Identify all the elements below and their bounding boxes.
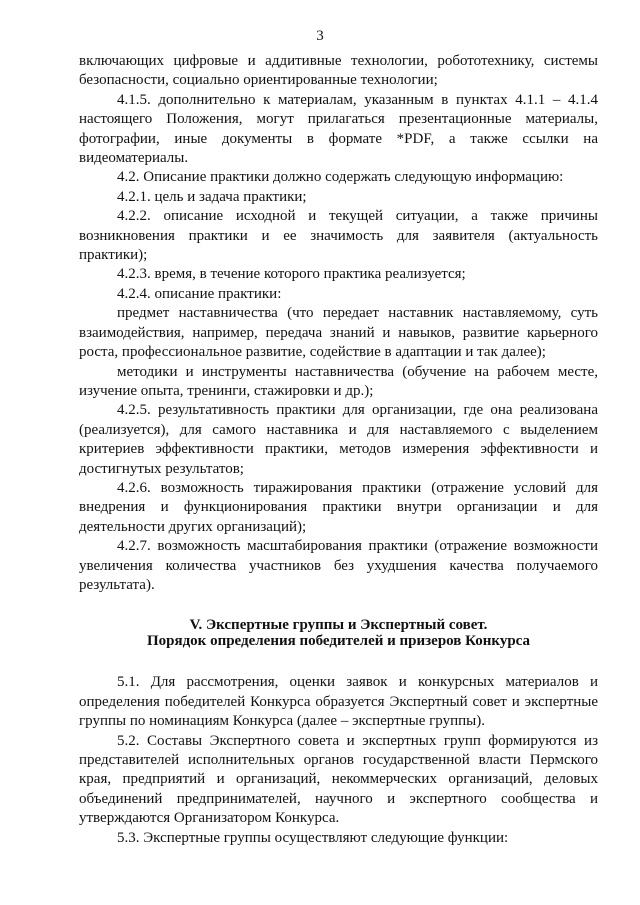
paragraph: методики и инструменты наставничества (обучение на рабочем месте, изучение опыта, тренинги, стажировки и др.);	[79, 363, 598, 399]
paragraph: 4.2.1. цель и задача практики;	[117, 188, 307, 205]
section-heading-line-2: Порядок определения победителей и призеров Конкурса	[146, 633, 531, 650]
paragraph: предмет наставничества (что передает наставник наставляемому, суть взаимодействия, например, передача знаний и навыков, развитие карьерного роста, профессиональное развитие, содействие в адаптации и так далее);	[79, 305, 598, 361]
paragraph: 4.2.3. время, в течение которого практика реализуется;	[117, 266, 466, 283]
paragraph: 4.2.6. возможность тиражирования практики (отражение условий для внедрения и функционирования практики внутри организации и для деятельности других организаций);	[79, 479, 598, 535]
page-number: 3	[316, 28, 324, 44]
section-heading	[79, 617, 598, 649]
paragraph: 4.1.5. дополнительно к материалам, указанным в пунктах 4.1.1 – 4.1.4 настоящего Положения, могут прилагаться презентационные материалы, фотографии, иные документы в формате *PDF, а также ссылки на видеоматериалы.	[79, 91, 598, 167]
paragraph: 5.3. Экспертные группы осуществляют следующие функции:	[117, 829, 509, 846]
paragraph: 5.1. Для рассмотрения, оценки заявок и конкурсных материалов и определения победителей Конкурса образуется Экспертный совет и экспертные группы по номинациям Конкурса (далее – экспертные группы).	[79, 674, 598, 730]
section-heading-line-1: V. Экспертные группы и Экспертный совет.	[189, 617, 488, 634]
paragraph: 4.2.7. возможность масштабирования практики (отражение возможности увеличения количества участников без ухудшения качества получаемого результата).	[79, 538, 598, 593]
document-body	[79, 52, 598, 848]
paragraph: 4.2. Описание практики должно содержать следующую информацию:	[117, 169, 564, 186]
paragraph: 4.2.5. результативность практики для организации, где она реализована (реализуется), для самого наставника и для наставляемого с выделением критериев эффективности практики, методов измерения эффективности и достигнутых результатов;	[79, 402, 598, 477]
paragraph: 4.2.2. описание исходной и текущей ситуации, а также причины возникновения практики и ее значимость для заявителя (актуальность практики);	[79, 208, 598, 264]
paragraph: 5.2. Составы Экспертного совета и экспертных групп формируются из представителей исполнительных органов государственной власти Пермского края, предприятий и организаций, некоммерческих организаций, деловых объединений предпринимателей, научного и экспертного сообщества и утверждаются Организатором Конкурса.	[79, 732, 598, 827]
paragraph: включающих цифровые и аддитивные технологии, робототехнику, системы безопасности, социально ориентированные технологии;	[79, 53, 598, 89]
paragraph: 4.2.4. описание практики:	[117, 285, 282, 302]
